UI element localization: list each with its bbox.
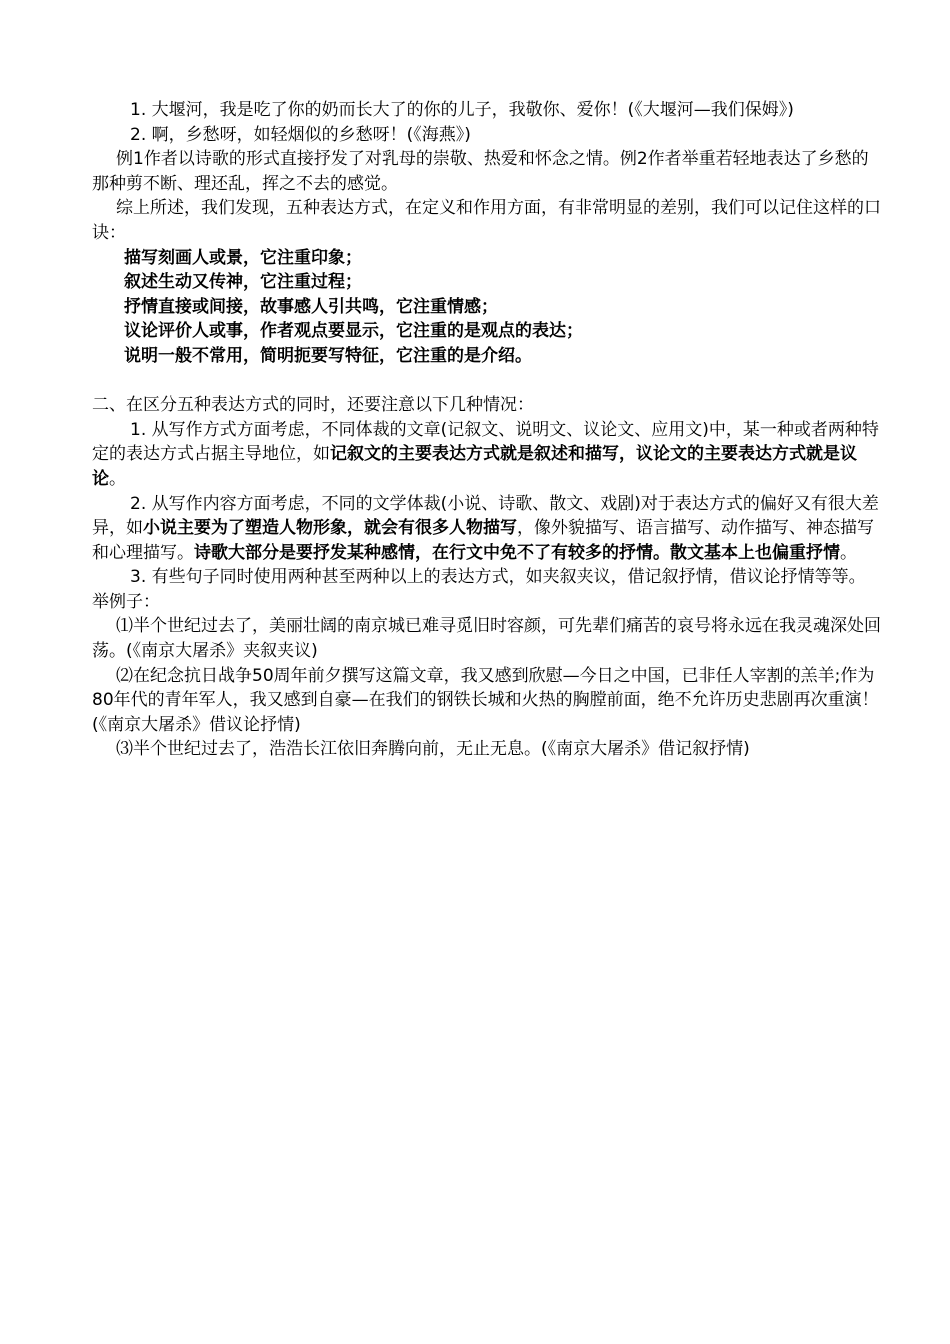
mnemonic-line: 抒情直接或间接，故事感人引共鸣，它注重情感； <box>124 296 498 317</box>
example-item-1: ⑴半个世纪过去了，美丽壮阔的南京城已难寻觅旧时容颜，可先辈们痛苦的哀号将永远在我灵魂深处回荡。(《南京大屠杀》夹叙夹议) <box>92 616 881 662</box>
section-2-heading: 二、在区分五种表达方式的同时，还要注意以下几种情况： <box>92 395 534 416</box>
example-item-3: ⑶半个世纪过去了，浩浩长江依旧奔腾向前，无止无息。(《南京大屠杀》借记叙抒情) <box>116 739 750 760</box>
summary-paragraph: 综上所述，我们发现，五种表达方式，在定义和作用方面，有非常明显的差别，我们可以记住这样的口诀： <box>92 198 881 243</box>
example-analysis: 例1作者以诗歌的形式直接抒发了对乳母的崇敬、热爱和怀念之情。例2作者举重若轻地表达了乡愁的那种剪不断、理还乱，挥之不去的感觉。 <box>92 149 869 194</box>
example-item-2: ⑵在纪念抗日战争50周年前夕撰写这篇文章，我又感到欣慰—今日之中国，已非任人宰割的羔羊;作为80年代的青年军人，我又感到自豪—在我们的钢铁长城和火热的胸膛前面，绝不允许历史悲剧再次重演！(《南京大屠杀》借议论抒情) <box>92 665 879 735</box>
document-page <box>92 98 882 762</box>
point-1-emphasis: 记叙文的主要表达方式就是叙述和描写，议论文的主要表达方式就是议论 <box>92 444 857 489</box>
section-2-point-2 <box>92 492 882 566</box>
mnemonic-line: 叙述生动又传神，它注重过程； <box>124 272 362 293</box>
point-1-text: 1. 从写作方式方面考虑，不同体裁的文章(记叙文、说明文、议论文、应用文)中，某一种或者两种特定的表达方式占据主导地位，如 <box>92 419 879 465</box>
mnemonic-line: 说明一般不常用，简明扼要写特征，它注重的是介绍。 <box>124 345 532 366</box>
point-2-text: 2. 从写作内容方面考虑，不同的文学体裁(小说、诗歌、散文、戏剧)对于表达方式的偏好又有很大差异，如 <box>92 493 879 539</box>
section-2-point-1 <box>92 418 882 492</box>
mnemonic-line: 描写刻画人或景，它注重印象； <box>124 247 362 268</box>
mnemonic-line: 议论评价人或事，作者观点要显示，它注重的是观点的表达； <box>124 321 583 342</box>
example-2: 2. 啊，乡愁呀，如轻烟似的乡愁呀！(《海燕》) <box>130 124 471 145</box>
example-1: 1. 大堰河，我是吃了你的奶而长大了的你的儿子，我敬你、爱你！(《大堰河—我们保姆》) <box>130 100 794 120</box>
section-2-point-3: 3. 有些句子同时使用两种甚至两种以上的表达方式，如夹叙夹议，借记叙抒情，借议论抒情等等。举例子： <box>92 567 866 612</box>
spacer <box>92 369 882 394</box>
point-2-middle: ，像外貌描写、语言描写、动作描写、神态描写和心理描写。 <box>92 518 874 563</box>
point-1-tail: 。 <box>109 468 126 489</box>
point-2-tail: 。 <box>840 542 857 563</box>
point-2-emphasis-1: 小说主要为了塑造人物形象，就会有很多人物描写 <box>143 518 517 539</box>
point-2-emphasis-2: 诗歌大部分是要抒发某种感情，在行文中免不了有较多的抒情。散文基本上也偏重抒情 <box>194 542 840 563</box>
